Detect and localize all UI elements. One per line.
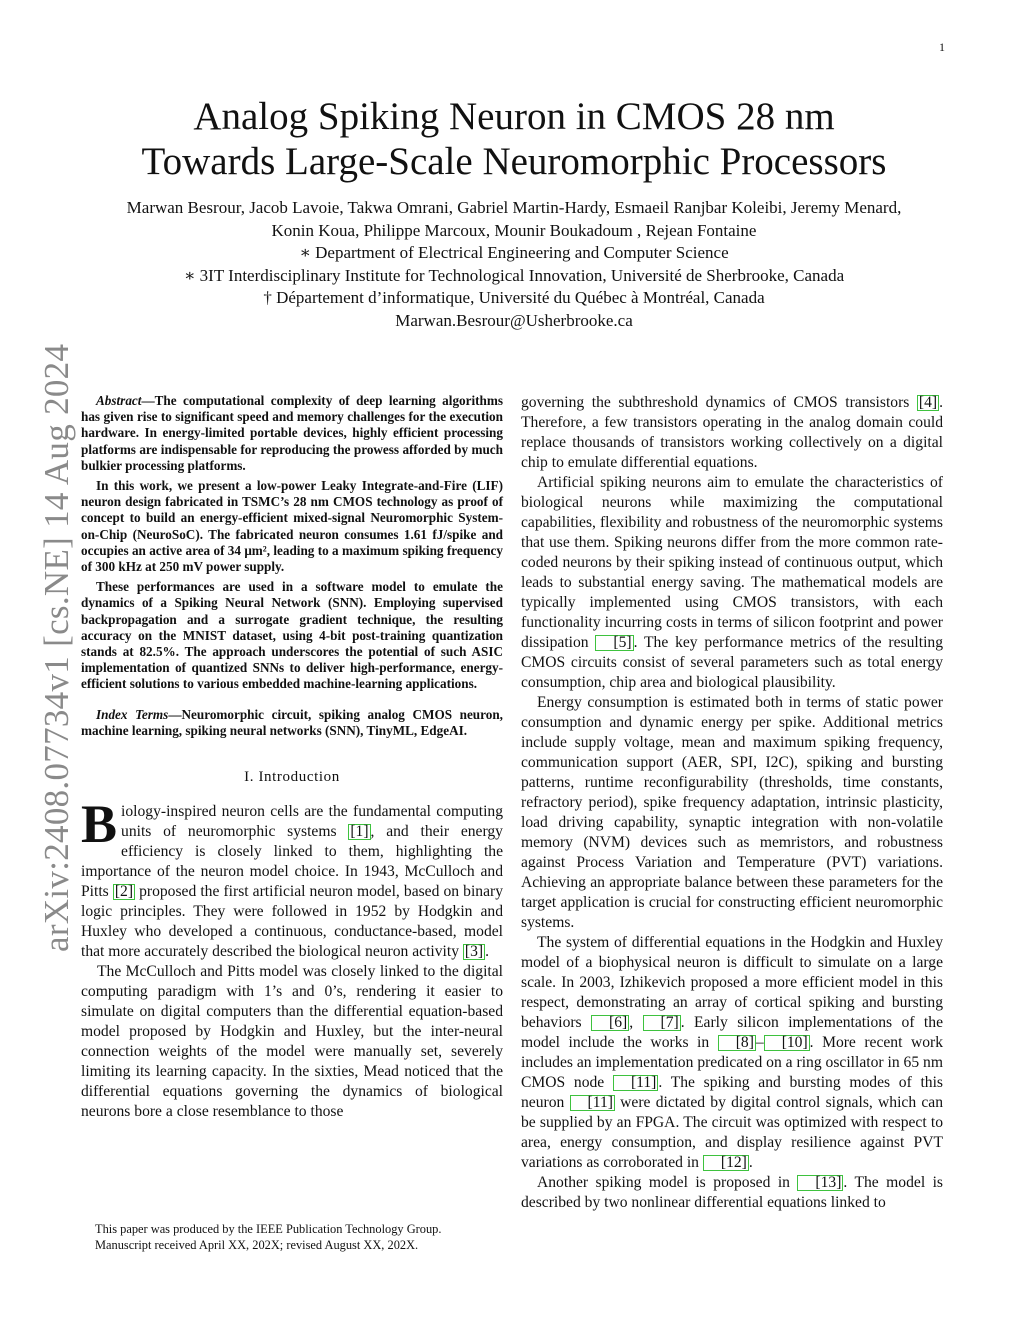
right-text: . The spiking and bursting modes of this neuron <box>521 1074 944 1111</box>
right-text: – <box>755 1034 764 1051</box>
right-text: Artificial spiking neurons aim to emulate the characteristics of biological neurons while maximizing the computational capabilities, flexibility and robustness of the neuromorphic systems that use them. Spiking neurons differ from the more common rate-coded neurons by their spiking instead of continuous output, which leads to substantial energy saving. The mathematical models are typically implemented using CMOS transistors, with each functionality incurring costs in terms of silicon footprint and power dissipation <box>521 474 943 651</box>
section-heading-introduction: I. Introduction <box>244 769 340 786</box>
arxiv-stamp: arXiv:2408.07734v1 [cs.NE] 14 Aug 2024 <box>37 343 76 952</box>
right-paragraph-5 <box>521 1173 943 1213</box>
index-terms-label: Index Terms <box>96 706 169 722</box>
page-number: 1 <box>939 40 945 54</box>
right-text: governing the subthreshold dynamics of CMOS transistors <box>521 394 917 411</box>
affiliation-1: ∗ Department of Electrical Engineering and Computer Science <box>299 243 729 263</box>
paper-title <box>96 94 932 184</box>
right-paragraph-1 <box>521 393 943 473</box>
contact-email: Marwan.Besrour@Usherbrooke.ca <box>395 310 633 330</box>
abstract <box>81 393 503 739</box>
citation-link[interactable]: [2] <box>114 883 134 901</box>
right-paragraph-4 <box>521 933 943 1173</box>
abstract-label: Abstract <box>96 393 142 408</box>
citation-link[interactable]: [1] <box>350 823 369 841</box>
intro-paragraph-1 <box>81 794 503 962</box>
abstract-paragraph-3: These performances are used in a software model to emulate the dynamics of a Spiking Neural Network (SNN). Employing supervised backpropagation and a surrogate gradient technique, the resulting accuracy on the MNIST dataset, using 4-bit post-training quantization stands at 82.5%. The approach underscores the potential of such ASIC implementation of quantized SNNs to deliver high-performance, energy-efficient solutions to various embedded machine-learning applications. <box>81 579 503 692</box>
right-text: . The key performance metrics of the resulting CMOS circuits consist of several parameters such as total energy consumption, chip area and biological plausibility. <box>521 634 943 691</box>
citation-link[interactable]: [6] <box>591 1015 629 1031</box>
footnote-line-2: Manuscript received April XX, 202X; revised August XX, 202X. <box>95 1238 419 1252</box>
index-terms-text: —Neuromorphic circuit, spiking analog CMOS neuron, machine learning, spiking neural networks (SNN), TinyML, EdgeAI. <box>81 706 503 738</box>
citation-link[interactable]: [3] <box>464 943 484 961</box>
right-text: were dictated by digital control signals, which can be supplied by an FPGA. The circuit was optimized with respect to area, energy consumption, and display resilience against PVT variations as corroborated in <box>521 1094 943 1171</box>
right-text: Another spiking model is proposed in <box>537 1174 798 1191</box>
citation-link[interactable]: [12] <box>703 1155 749 1171</box>
intro-text-c: proposed the first artificial neuron model, based on binary logic principles. They were followed in 1952 by Hodgkin and Huxley who developed a continuous, conductance-based, model that more accurately described the biological neuron activity <box>81 883 503 961</box>
right-text: . The model is described by two nonlinear differential equations linked to <box>521 1174 944 1211</box>
right-text: . Therefore, a few transistors operating in the analog domain could replace thousands of transistors working collectively on a digital chip to emulate differential equations. <box>521 394 943 471</box>
right-text: . <box>748 1154 753 1171</box>
right-column <box>521 393 943 1213</box>
abstract-text-1: —The computational complexity of deep learning algorithms has given rise to significant speed and memory challenges for the execution hardware. In energy-limited portable devices, highly efficient processing platforms are indispensable for reproducing the prowess afforded by much bulkier processing platforms. <box>81 393 503 473</box>
intro-text-b: , and their energy efficiency is closely linked to them, highlighting the importance of the neuron model choice. In 1943, McCulloch and Pitts <box>81 823 503 901</box>
citation-link[interactable]: [11] <box>570 1095 615 1111</box>
affiliation-2: ∗ 3IT Interdisciplinary Institute for Technological Innovation, Université de Sherbrooke, Canada <box>183 265 845 285</box>
intro-text-d: . <box>485 943 489 961</box>
citation-link[interactable]: [7] <box>643 1015 681 1031</box>
citation-link[interactable]: [11] <box>613 1075 658 1091</box>
footnote <box>95 1221 515 1253</box>
drop-cap: B <box>81 794 118 855</box>
index-terms <box>81 707 503 739</box>
right-paragraph-2 <box>521 473 943 693</box>
introduction-body <box>81 794 503 1122</box>
citation-link[interactable]: [10] <box>764 1035 810 1051</box>
citation-link[interactable]: [13] <box>797 1175 843 1191</box>
left-column <box>81 393 503 1122</box>
affiliation-3: † Département d’informatique, Université du Québec à Montréal, Canada <box>263 288 765 308</box>
author-list-line-2: Konin Koua, Philippe Marcoux, Mounir Boukadoum , Rejean Fontaine <box>271 220 757 240</box>
footnote-line-1: This paper was produced by the IEEE Publication Technology Group. <box>95 1222 442 1236</box>
citation-link[interactable]: [4] <box>918 394 938 411</box>
citation-link[interactable]: [5] <box>595 635 633 651</box>
right-paragraph-3: Energy consumption is estimated both in terms of static power consumption and dynamic energy per spike. Additional metrics include supply voltage, mean and maximum spiking frequency, communication support (AER, SPI, I2C), spiking and bursting patterns, runtime reconfigurability (thresholds, time constants, refractory period), spike frequency adaptation, intrinsic plasticity, load driving capability, synaptic integration with non-volatile memory (NVM) devices such as memristors, and robustness against Process Variation and Temperature (PVT) variations. Achieving an appropriate balance between these parameters for the target application is crucial for constructing efficient neuromorphic systems. <box>521 694 943 931</box>
title-line-2: Towards Large-Scale Neuromorphic Processors <box>141 140 887 183</box>
right-text: . More recent work includes an implementation predicated on a ring oscillator in 65 nm CMOS node <box>521 1034 943 1091</box>
right-text: . Early silicon implementations of the model include the works in <box>521 1014 943 1051</box>
citation-link[interactable]: [8] <box>718 1035 756 1051</box>
intro-paragraph-2: The McCulloch and Pitts model was closely linked to the digital computing paradigm with 1’s and 0’s, rendering it easier to simulate on digital computers than the differential equation-based model proposed by Hodgkin and Huxley, but the inter-neural connection weights of the model were manually set, severely limiting its learning capacity. In the sixties, Mead noticed that the differential equations governing the dynamics of biological neurons bore a close resemblance to those <box>81 963 503 1121</box>
title-line-1: Analog Spiking Neuron in CMOS 28 nm <box>193 95 835 138</box>
right-text: , <box>629 1014 643 1031</box>
abstract-paragraph-1 <box>81 393 503 474</box>
intro-text-a: iology-inspired neuron cells are the fundamental computing units of neuromorphic systems <box>121 803 503 841</box>
abstract-paragraph-2: In this work, we present a low-power Leaky Integrate-and-Fire (LIF) neuron design fabricated in TSMC’s 28 nm CMOS technology as proof of concept to build an energy-efficient mixed-signal Neuromorphic System-on-Chip (NeuroSoC). The fabricated neuron consumes 1.61 fJ/spike and occupies an active area of 34 μm², leading to a maximum spiking frequency of 300 kHz at 250 mV power supply. <box>81 478 503 575</box>
right-text: The system of differential equations in the Hodgkin and Huxley model of a biophysical neuron is difficult to simulate on a large scale. In 2003, Izhikevich proposed a more efficient model in this respect, demonstrating an array of cortical spiking and bursting behaviors <box>521 934 943 1031</box>
author-block <box>64 197 964 333</box>
author-list-line-1: Marwan Besrour, Jacob Lavoie, Takwa Omrani, Gabriel Martin-Hardy, Esmaeil Ranjbar Koleibi, Jeremy Menard, <box>126 198 902 217</box>
